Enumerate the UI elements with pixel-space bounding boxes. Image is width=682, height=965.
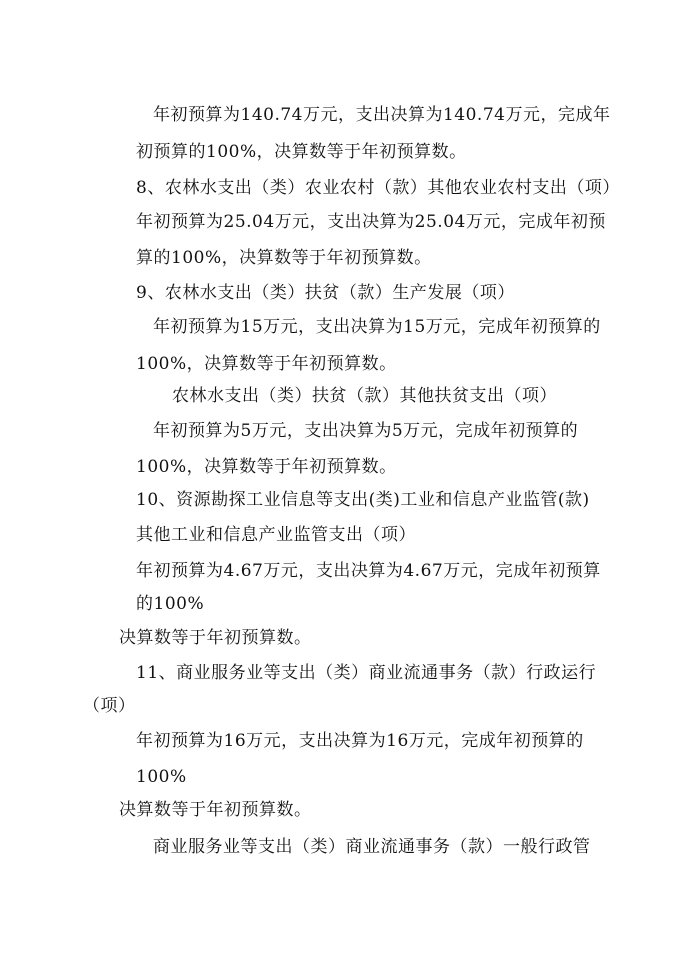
text-line-18: （项） bbox=[83, 696, 136, 716]
text-line-6: 9、农林水支出（类）扶贫（款）生产发展（项） bbox=[136, 283, 515, 303]
text-line-2: 初预算的100%，决算数等于年初预算数。 bbox=[136, 142, 467, 162]
text-line-16: 决算数等于年初预算数。 bbox=[119, 628, 312, 648]
text-line-22: 商业服务业等支出（类）商业流通事务（款）一般行政管 bbox=[153, 837, 591, 857]
text-line-20: 100% bbox=[136, 767, 187, 787]
text-line-14: 年初预算为4.67万元，支出决算为4.67万元，完成年初预算 bbox=[136, 561, 601, 581]
text-line-5: 算的100%，决算数等于年初预算数。 bbox=[136, 248, 432, 268]
text-line-13: 其他工业和信息产业监管支出（项） bbox=[136, 525, 416, 545]
text-line-7: 年初预算为15万元，支出决算为15万元，完成年初预算的 bbox=[153, 317, 601, 337]
text-line-11: 100%，决算数等于年初预算数。 bbox=[136, 457, 397, 477]
text-line-8: 100%，决算数等于年初预算数。 bbox=[136, 354, 397, 374]
text-line-4: 年初预算为25.04万元，支出决算为25.04万元，完成年初预 bbox=[136, 212, 606, 232]
text-line-15: 的100% bbox=[136, 594, 205, 614]
text-line-10: 年初预算为5万元，支出决算为5万元，完成年初预算的 bbox=[153, 421, 579, 441]
text-line-19: 年初预算为16万元，支出决算为16万元，完成年初预算的 bbox=[136, 731, 584, 751]
text-line-1: 年初预算为140.74万元，支出决算为140.74万元，完成年 bbox=[153, 105, 611, 125]
text-line-3: 8、农林水支出（类）农业农村（款）其他农业农村支出（项） bbox=[136, 178, 620, 198]
text-line-21: 决算数等于年初预算数。 bbox=[119, 800, 312, 820]
text-line-9: 农林水支出（类）扶贫（款）其他扶贫支出（项） bbox=[172, 386, 557, 406]
text-line-17: 11、商业服务业等支出（类）商业流通事务（款）行政运行 bbox=[136, 663, 597, 683]
text-line-12: 10、资源勘探工业信息等支出(类)工业和信息产业监管(款) bbox=[136, 490, 590, 510]
